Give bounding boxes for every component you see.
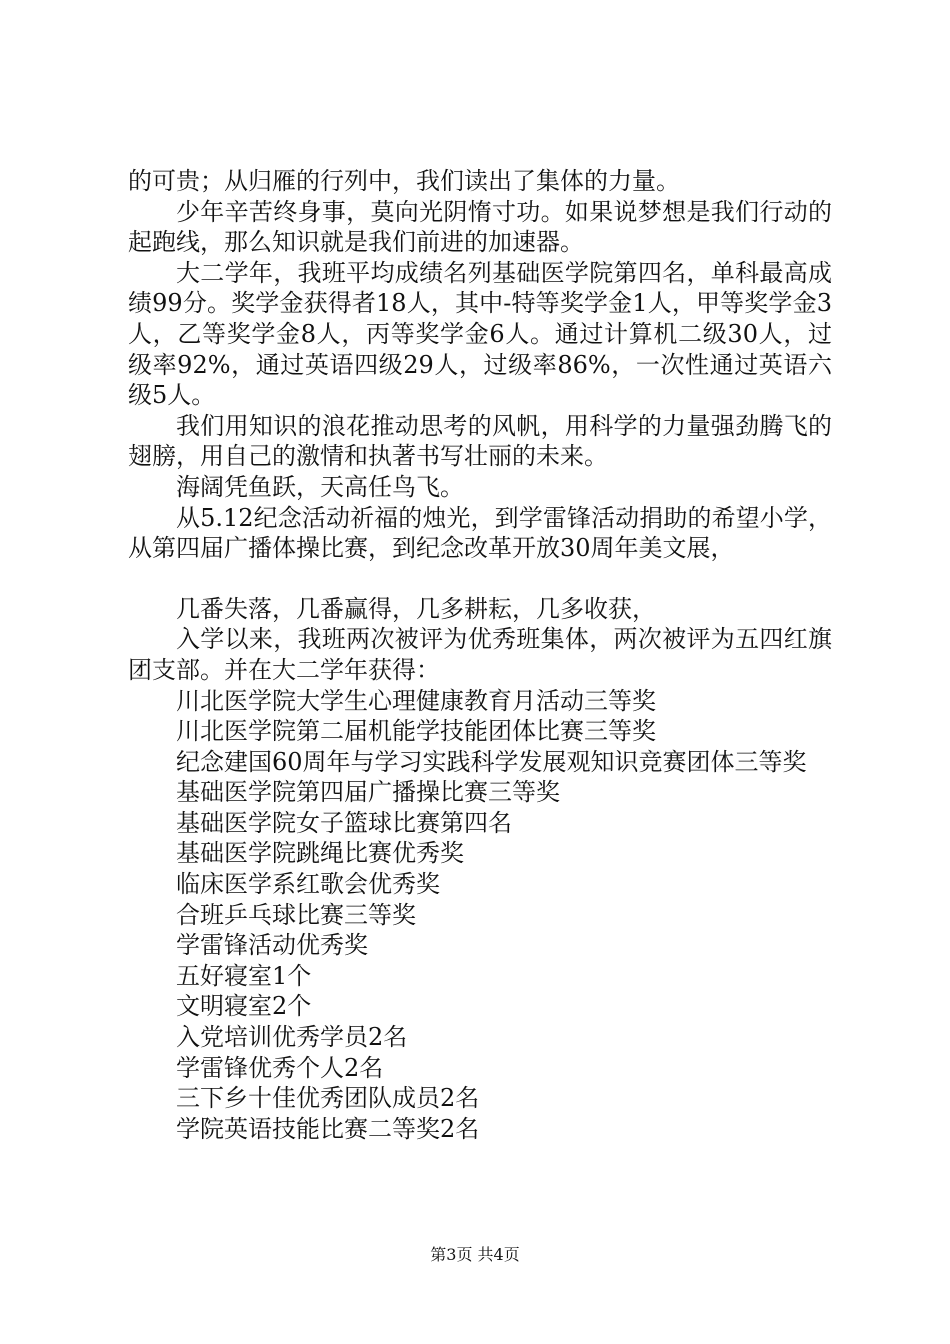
award-item: 临床医学系红歌会优秀奖 (176, 870, 440, 899)
page-number-label: 第3页 共4页 (430, 1245, 520, 1264)
page-footer (0, 1245, 950, 1265)
award-item: 川北医学院大学生心理健康教育月活动三等奖 (176, 686, 656, 715)
paragraph: 几番失落，几番赢得，几多耕耘，几多收获， (176, 594, 656, 623)
award-item: 五好寝室1个 (176, 961, 312, 990)
paragraph: 从5.12纪念活动祈福的烛光，到学雷锋活动捐助的希望小学，从第四届广播体操比赛，到纪念改革开放30周年美文展， (128, 503, 832, 563)
document-body (128, 166, 832, 1144)
paragraph: 我们用知识的浪花推动思考的风帆，用科学的力量强劲腾飞的翅膀，用自己的激情和执著书写壮丽的未来。 (128, 411, 832, 471)
paragraph: 入学以来，我班两次被评为优秀班集体，两次被评为五四红旗团支部。并在大二学年获得： (128, 625, 832, 684)
award-item: 基础医学院跳绳比赛优秀奖 (176, 839, 464, 868)
award-item: 基础医学院女子篮球比赛第四名 (176, 808, 512, 837)
paragraph: 少年辛苦终身事，莫向光阴惰寸功。如果说梦想是我们行动的起跑线，那么知识就是我们前进的加速器。 (128, 197, 832, 257)
award-item: 合班乒乓球比赛三等奖 (176, 900, 416, 929)
award-item: 学雷锋活动优秀奖 (176, 931, 368, 960)
award-item: 纪念建国60周年与学习实践科学发展观知识竞赛团体三等奖 (176, 747, 807, 776)
award-item: 入党培训优秀学员2名 (176, 1023, 408, 1052)
award-item: 基础医学院第四届广播操比赛三等奖 (176, 778, 560, 807)
paragraph-gap (128, 564, 832, 594)
award-item: 学雷锋优秀个人2名 (176, 1053, 384, 1082)
paragraph: 大二学年，我班平均成绩名列基础医学院第四名，单科最高成绩99分。奖学金获得者18人，其中-特等奖学金1人，甲等奖学金3人，乙等奖学金8人，丙等奖学金6人。通过计算机二级30人，过级率92%，通过英语四级29人，过级率86%，一次性通过英语六级5人。 (128, 258, 832, 410)
paragraph: 海阔凭鱼跃，天高任鸟飞。 (176, 472, 464, 501)
award-item: 川北医学院第二届机能学技能团体比赛三等奖 (176, 717, 656, 746)
award-item: 文明寝室2个 (176, 992, 312, 1021)
award-item: 三下乡十佳优秀团队成员2名 (176, 1084, 480, 1113)
award-item: 学院英语技能比赛二等奖2名 (176, 1114, 480, 1143)
paragraph: 的可贵；从归雁的行列中，我们读出了集体的力量。 (128, 167, 680, 195)
